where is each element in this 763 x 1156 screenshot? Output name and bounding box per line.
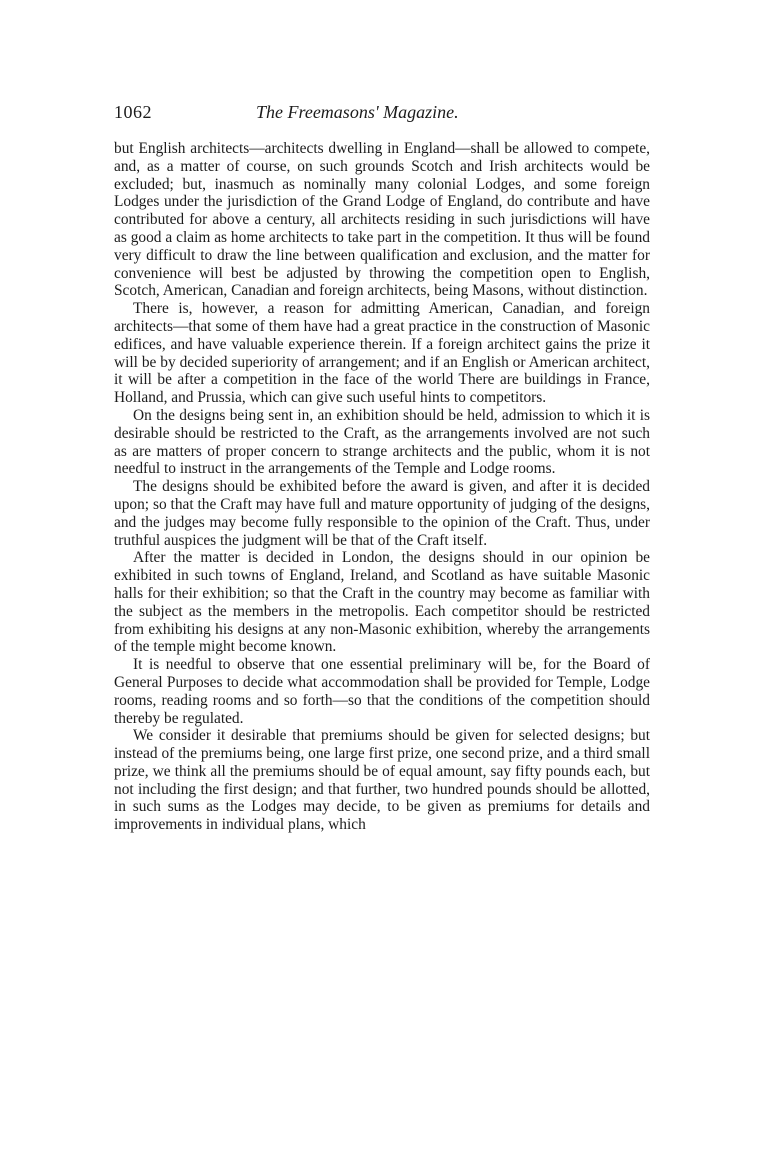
magazine-page xyxy=(114,100,650,1140)
page-header xyxy=(114,100,650,130)
article-body xyxy=(114,140,650,834)
paragraph-3: On the designs being sent in, an exhibition should be held, admission to which it is desirable should be restricted to the Craft, as the arrangements involved are not such as are matters of proper concern to strange architects and the public, whom it is not needful to instruct in the arrangements of the Temple and Lodge rooms. xyxy=(114,406,650,478)
running-title: The Freemasons' Magazine. xyxy=(256,102,459,122)
paragraph-7: We consider it desirable that premiums should be given for selected designs; but instead of the premiums being, one large first prize, one second prize, and a third small prize, we think all the premiums should be of equal amount, say fifty pounds each, but not including the first design; and that further, two hundred pounds should be allotted, in such sums as the Lodges may decide, to be given as premiums for details and improvements in individual plans, which xyxy=(114,727,650,834)
paragraph-5: After the matter is decided in London, the designs should in our opinion be exhibited in such towns of England, Ireland, and Scotland as have suitable Masonic halls for their exhibition; so that the Craft in the country may become as familiar with the subject as the members in the metropolis. Each competitor should be restricted from exhibiting his designs at any non-Masonic exhibition, whereby the arrangements of the temple might become known. xyxy=(114,549,650,656)
page-number: 1062 xyxy=(114,102,152,122)
paragraph-4: The designs should be exhibited before the award is given, and after it is decided upon; so that the Craft may have full and mature opportunity of judging of the designs, and the judges may become fully responsible to the opinion of the Craft. Thus, under truthful auspices the judgment will be that of the Craft itself. xyxy=(114,478,650,549)
paragraph-1: but English architects—architects dwelling in England—shall be allowed to compete, and, as a matter of course, on such grounds Scotch and Irish architects would be excluded; but, inasmuch as nominally many colonial Lodges, and some foreign Lodges under the jurisdiction of the Grand Lodge of England, do contribute and have contributed for above a century, all architects residing in such jurisdictions will have as good a claim as home architects to take part in the competition. It thus will be found very difficult to draw the line between qualification and exclusion, and the matter for convenience will best be adjusted by throwing the competition open to English, Scotch, American, Canadian and foreign architects, being Masons, without distinction. xyxy=(114,140,650,300)
paragraph-2: There is, however, a reason for admitting American, Canadian, and foreign architects—that some of them have had a great practice in the construction of Masonic edifices, and have valuable experience therein. If a foreign architect gains the prize it will be by decided superiority of arrangement; and if an English or American architect, it will be after a competition in the face of the world There are buildings in France, Holland, and Prussia, which can give such useful hints to competitors. xyxy=(114,300,650,407)
paragraph-6: It is needful to observe that one essential preliminary will be, for the Board of General Purposes to decide what accommodation shall be provided for Temple, Lodge rooms, reading rooms and so forth—so that the conditions of the competition should thereby be regulated. xyxy=(114,656,650,727)
